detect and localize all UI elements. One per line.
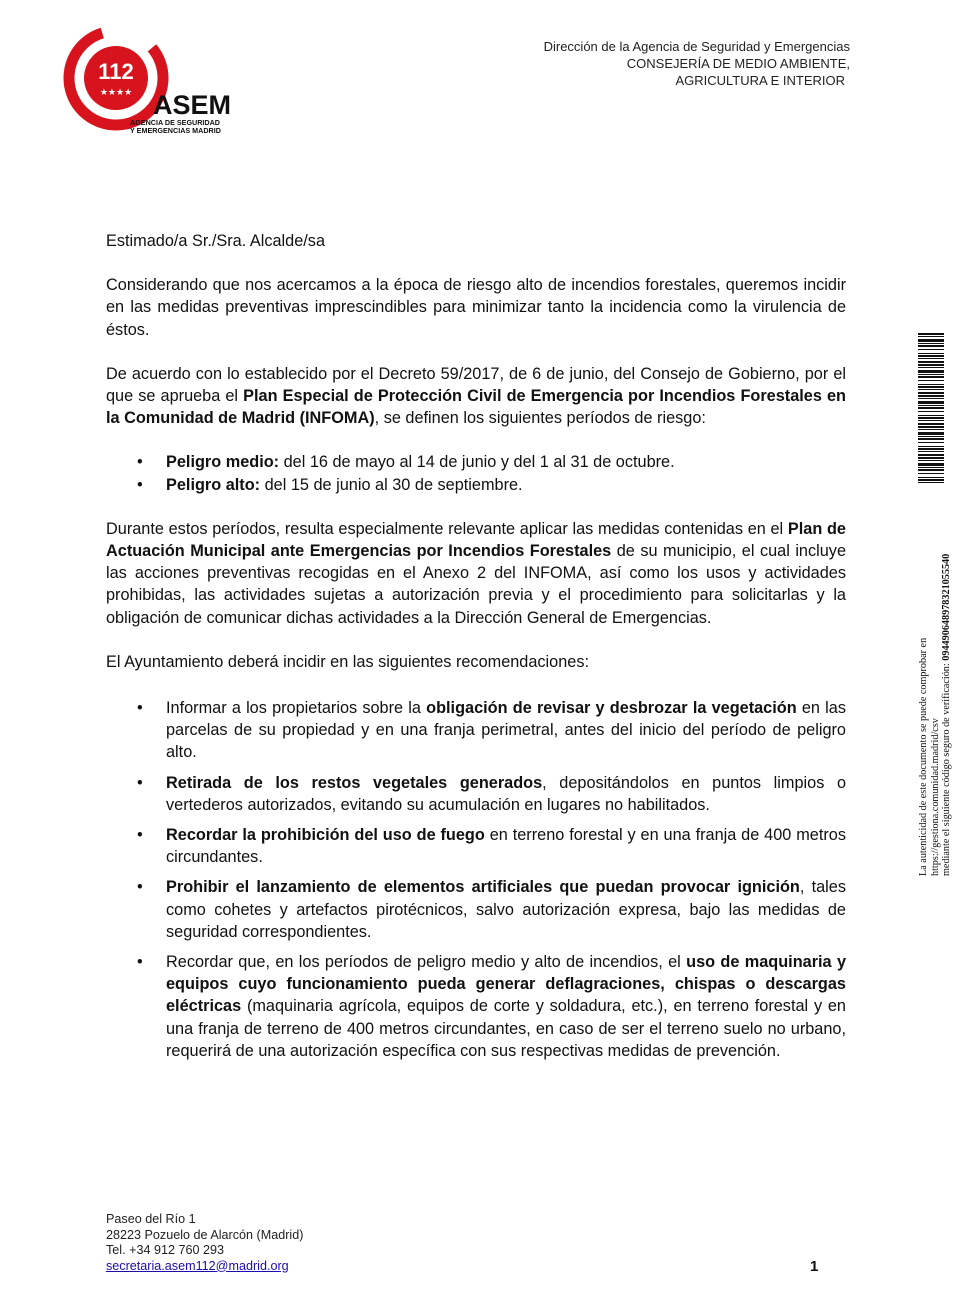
bullet-icon: • xyxy=(137,826,143,845)
logo-stars: ★★★★ xyxy=(99,88,133,98)
barcode-bar xyxy=(918,442,944,443)
logo-tagline-1: AGENCIA DE SEGURIDAD xyxy=(130,118,220,127)
verification-line-2: https://gestiona.comunidad.madrid/csv xyxy=(929,718,941,876)
bullet-icon: • xyxy=(137,878,143,897)
list-item xyxy=(106,474,846,496)
recommendation-bold: Prohibir el lanzamiento de elementos artificiales que puedan provocar ignición xyxy=(166,878,800,897)
barcode-bar xyxy=(918,376,944,378)
barcode-bar xyxy=(918,436,944,437)
barcode-bar xyxy=(918,339,944,342)
recommendation-text-end: , depositándolos en puntos limpios o vertederos autorizados, evitando su acumulación en lugares no habilitados. xyxy=(166,773,847,814)
period-label: Peligro alto: xyxy=(166,475,261,494)
barcode-bar xyxy=(918,345,944,347)
bullet-icon: • xyxy=(137,475,143,494)
barcode-bar xyxy=(918,457,944,459)
action-plan-text: Durante estos períodos, resulta especialmente relevante aplicar las medidas contenidas en el xyxy=(106,519,788,538)
recommendation-bold: Recordar la prohibición del uso de fuego xyxy=(166,826,485,845)
footer-address-1: Paseo del Río 1 xyxy=(106,1212,196,1226)
recommendation-bold: obligación de revisar y desbrozar la vegetación xyxy=(426,699,797,718)
footer-address-2: 28223 Pozuelo de Alarcón (Madrid) xyxy=(106,1227,304,1242)
footer-contact xyxy=(106,1212,303,1274)
paragraph-recommendations-intro: El Ayuntamiento deberá incidir en las siguientes recomendaciones: xyxy=(106,652,589,671)
paragraph-intro: Considerando que nos acercamos a la época de riesgo alto de incendios forestales, queremos incidir en las medidas preventivas imprescindibles para minimizar tanto la incidencia como la virulencia de éstos. xyxy=(106,276,846,339)
recommendation-text-end: en las parcelas de su propiedad y en una franja perimetral, antes del inicio del período de peligro alto. xyxy=(166,699,846,762)
header-line-3: AGRICULTURA E INTERIOR xyxy=(675,73,845,88)
recommendation-text-end: en terreno forestal y en una franja de 400 metros circundantes. xyxy=(166,826,846,867)
list-item xyxy=(106,697,846,764)
page-number: 1 xyxy=(810,1258,819,1275)
logo-tagline-2: Y EMERGENCIAS MADRID xyxy=(130,126,221,135)
barcode-bar xyxy=(918,333,944,335)
barcode-bar xyxy=(918,374,944,375)
barcode-bar xyxy=(918,407,944,409)
barcode-bar xyxy=(918,384,944,385)
verification-barcode xyxy=(918,333,944,483)
bullet-icon: • xyxy=(137,773,143,792)
barcode-bar xyxy=(918,423,944,425)
barcode-bar xyxy=(918,482,944,483)
barcode-bar xyxy=(918,367,944,368)
letter-body xyxy=(106,230,846,1070)
bullet-icon: • xyxy=(137,453,143,472)
period-dates: del 16 de mayo al 14 de junio y del 1 al 31 de octubre. xyxy=(279,453,675,472)
barcode-bar xyxy=(918,392,944,394)
asem-112-logo xyxy=(58,24,268,139)
verification-code: 0944906489783210555​40 xyxy=(941,553,952,661)
barcode-bar xyxy=(918,398,944,399)
paragraph-action-plan xyxy=(106,518,846,629)
barcode-bar xyxy=(918,460,944,461)
barcode-bar xyxy=(918,429,944,430)
barcode-bar xyxy=(918,401,944,404)
barcode-bar xyxy=(918,448,944,450)
period-dates: del 15 de junio al 30 de septiembre. xyxy=(260,475,523,494)
logo-number: 112 xyxy=(98,59,134,84)
barcode-bar xyxy=(918,426,944,428)
risk-periods-list xyxy=(106,451,846,495)
letterhead-department xyxy=(544,38,850,89)
greeting: Estimado/a Sr./Sra. Alcalde/sa xyxy=(106,232,326,250)
logo-graphic xyxy=(58,24,268,139)
decree-text: De acuerdo con lo establecido por el Decreto 59/2017, de 6 de junio, del Consejo de Gobierno, por el que se aprueba el xyxy=(106,364,846,406)
barcode-bar xyxy=(918,405,944,406)
barcode-bar xyxy=(918,380,944,381)
barcode-bar xyxy=(918,353,944,354)
barcode-bar xyxy=(918,477,944,478)
barcode-bar xyxy=(918,370,944,373)
barcode-bar xyxy=(918,467,944,468)
footer-phone: Tel. +34 912 760 293 xyxy=(106,1243,224,1257)
list-item xyxy=(106,772,846,816)
paragraph-decree xyxy=(106,363,846,430)
barcode-bar xyxy=(918,454,944,456)
list-item xyxy=(106,951,846,1062)
recommendation-text-end: (maquinaria agrícola, equipos de corte y soldadura, etc.), en terreno forestal y en una franja de terreno de 400 metros circundantes, en caso de ser el terreno suelo no urbano, requerirá de una autorización específica con sus respectivas medidas de prevención. xyxy=(166,997,846,1060)
verification-line-1: La autenticidad de este documento se puede comprobar en xyxy=(918,637,929,876)
recommendation-bold: Retirada de los restos vegetales generados xyxy=(166,773,543,792)
barcode-bar xyxy=(918,358,944,359)
list-item xyxy=(106,876,846,943)
barcode-bar xyxy=(918,386,944,388)
recommendations-list xyxy=(106,697,846,1062)
barcode-bar xyxy=(918,389,944,390)
barcode-bar xyxy=(918,451,944,452)
verification-label: mediante el siguiente código seguro de verificación: xyxy=(941,660,952,876)
barcode-bar xyxy=(918,364,944,366)
barcode-bar xyxy=(918,417,944,419)
list-item xyxy=(106,824,846,868)
decree-text-end: , se definen los siguientes períodos de riesgo: xyxy=(374,409,706,428)
recommendation-text: Recordar que, en los períodos de peligro medio y alto de incendios, el xyxy=(166,953,687,972)
barcode-bar xyxy=(918,411,944,412)
barcode-bar xyxy=(918,355,944,357)
barcode-bar xyxy=(918,446,944,447)
recommendation-text-end: , tales como cohetes y artefactos pirotécnicos, salvo autorización expresa, bajo las medidas de seguridad correspondientes. xyxy=(166,878,846,941)
action-plan-text-end: de su municipio, el cual incluye las acciones preventivas recogidas en el Anexo 2 del INFOMA, así como los usos y actividades prohibidas, las actividades sujetas a autorización previa y el procedimiento para solicitarlas y la obligación de comunicar dichas actividades a la Dirección General de Emergencias. xyxy=(106,542,846,627)
barcode-bar xyxy=(918,463,944,466)
barcode-bar xyxy=(918,349,944,350)
barcode-bar xyxy=(918,336,944,337)
logo-name: ASEM xyxy=(153,90,232,120)
barcode-bar xyxy=(918,479,944,481)
header-line-1: Dirección de la Agencia de Seguridad y Emergencias xyxy=(543,39,850,54)
bullet-icon: • xyxy=(137,953,143,972)
recommendation-bold: uso de maquinaria y equipos cuyo funcionamiento pueda generar deflagraciones, chispas o descargas eléctricas xyxy=(166,953,846,1016)
barcode-bar xyxy=(918,395,944,397)
list-item xyxy=(106,451,846,473)
action-plan-name: Plan de Actuación Municipal ante Emergencias por Incendios Forestales xyxy=(106,519,846,561)
barcode-bar xyxy=(918,432,944,435)
barcode-bar xyxy=(918,420,944,421)
barcode-bar xyxy=(918,415,944,416)
header-line-2: CONSEJERÍA DE MEDIO AMBIENTE, xyxy=(626,56,850,71)
footer-email-link[interactable]: secretaria.asem112@madrid.org xyxy=(106,1258,289,1273)
period-label: Peligro medio: xyxy=(166,453,280,472)
barcode-bar xyxy=(918,469,944,471)
decree-plan-name: Plan Especial de Protección Civil de Emergencia por Incendios Forestales en la Comunidad de Madrid (INFOMA) xyxy=(106,387,846,428)
barcode-bar xyxy=(918,438,944,440)
barcode-bar xyxy=(918,361,944,363)
recommendation-text: Informar a los propietarios sobre la xyxy=(166,699,427,718)
verification-note xyxy=(918,554,953,876)
verification-line-3 xyxy=(941,554,953,876)
bullet-icon: • xyxy=(137,699,143,718)
barcode-bar xyxy=(918,473,944,474)
barcode-bar xyxy=(918,343,944,344)
